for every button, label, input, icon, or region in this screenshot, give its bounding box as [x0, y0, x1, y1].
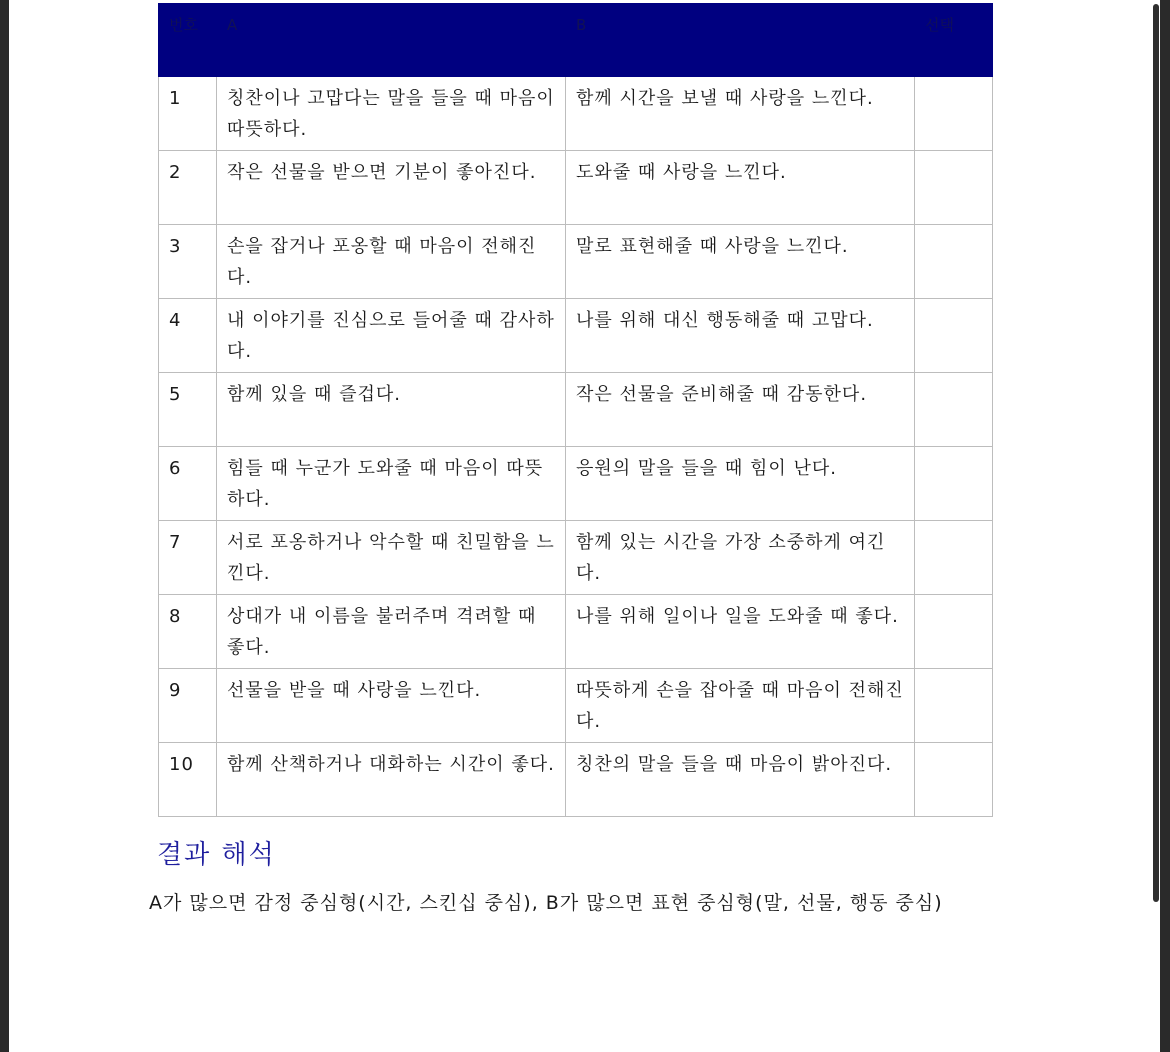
- row-number: 6: [159, 447, 217, 521]
- choice-cell[interactable]: [915, 373, 993, 447]
- option-a-cell: 상대가 내 이름을 불러주며 격려할 때 좋다.: [217, 595, 566, 669]
- option-a-cell: 작은 선물을 받으면 기분이 좋아진다.: [217, 151, 566, 225]
- scrollbar-thumb[interactable]: [1153, 4, 1159, 902]
- option-b-cell: 도와줄 때 사랑을 느낀다.: [566, 151, 915, 225]
- option-a-cell: 힘들 때 누군가 도와줄 때 마음이 따뜻하다.: [217, 447, 566, 521]
- choice-cell[interactable]: [915, 151, 993, 225]
- header-b: B: [566, 4, 915, 77]
- row-number: 2: [159, 151, 217, 225]
- row-number: 7: [159, 521, 217, 595]
- table-row: [159, 447, 993, 521]
- table-row: [159, 299, 993, 373]
- table-row: [159, 77, 993, 151]
- survey-table: [158, 3, 993, 817]
- option-b-cell: 나를 위해 대신 행동해줄 때 고맙다.: [566, 299, 915, 373]
- table-row: [159, 225, 993, 299]
- option-a-cell: 서로 포옹하거나 악수할 때 친밀함을 느낀다.: [217, 521, 566, 595]
- vertical-scrollbar[interactable]: [1152, 0, 1160, 1052]
- option-a-cell: 함께 산책하거나 대화하는 시간이 좋다.: [217, 743, 566, 817]
- option-b-cell: 함께 있는 시간을 가장 소중하게 여긴다.: [566, 521, 915, 595]
- row-number: 10: [159, 743, 217, 817]
- option-a-cell: 칭찬이나 고맙다는 말을 들을 때 마음이 따뜻하다.: [217, 77, 566, 151]
- row-number: 5: [159, 373, 217, 447]
- choice-cell[interactable]: [915, 595, 993, 669]
- row-number: 3: [159, 225, 217, 299]
- choice-cell[interactable]: [915, 77, 993, 151]
- choice-cell[interactable]: [915, 521, 993, 595]
- option-b-cell: 작은 선물을 준비해줄 때 감동한다.: [566, 373, 915, 447]
- table-row: [159, 151, 993, 225]
- option-b-cell: 따뜻하게 손을 잡아줄 때 마음이 전해진다.: [566, 669, 915, 743]
- table-header-row: [159, 4, 993, 77]
- choice-cell[interactable]: [915, 225, 993, 299]
- results-heading: 결과 해석: [157, 840, 276, 870]
- option-a-cell: 선물을 받을 때 사랑을 느낀다.: [217, 669, 566, 743]
- choice-cell[interactable]: [915, 743, 993, 817]
- header-number: 번호: [159, 4, 217, 77]
- choice-cell[interactable]: [915, 669, 993, 743]
- table-row: [159, 521, 993, 595]
- choice-cell[interactable]: [915, 447, 993, 521]
- table-row: [159, 373, 993, 447]
- option-a-cell: 손을 잡거나 포옹할 때 마음이 전해진다.: [217, 225, 566, 299]
- option-b-cell: 나를 위해 일이나 일을 도와줄 때 좋다.: [566, 595, 915, 669]
- header-a: A: [217, 4, 566, 77]
- option-b-cell: 말로 표현해줄 때 사랑을 느낀다.: [566, 225, 915, 299]
- row-number: 4: [159, 299, 217, 373]
- row-number: 8: [159, 595, 217, 669]
- option-b-cell: 응원의 말을 들을 때 힘이 난다.: [566, 447, 915, 521]
- table-row: [159, 595, 993, 669]
- option-a-cell: 함께 있을 때 즐겁다.: [217, 373, 566, 447]
- row-number: 9: [159, 669, 217, 743]
- table-row: [159, 743, 993, 817]
- option-a-cell: 내 이야기를 진심으로 들어줄 때 감사하다.: [217, 299, 566, 373]
- row-number: 1: [159, 77, 217, 151]
- table-row: [159, 669, 993, 743]
- option-b-cell: 함께 시간을 보낼 때 사랑을 느낀다.: [566, 77, 915, 151]
- option-b-cell: 칭찬의 말을 들을 때 마음이 밝아진다.: [566, 743, 915, 817]
- results-interpretation: A가 많으면 감정 중심형(시간, 스킨십 중심), B가 많으면 표현 중심형(말, 선물, 행동 중심): [149, 892, 943, 914]
- choice-cell[interactable]: [915, 299, 993, 373]
- header-choice: 선택: [915, 4, 993, 77]
